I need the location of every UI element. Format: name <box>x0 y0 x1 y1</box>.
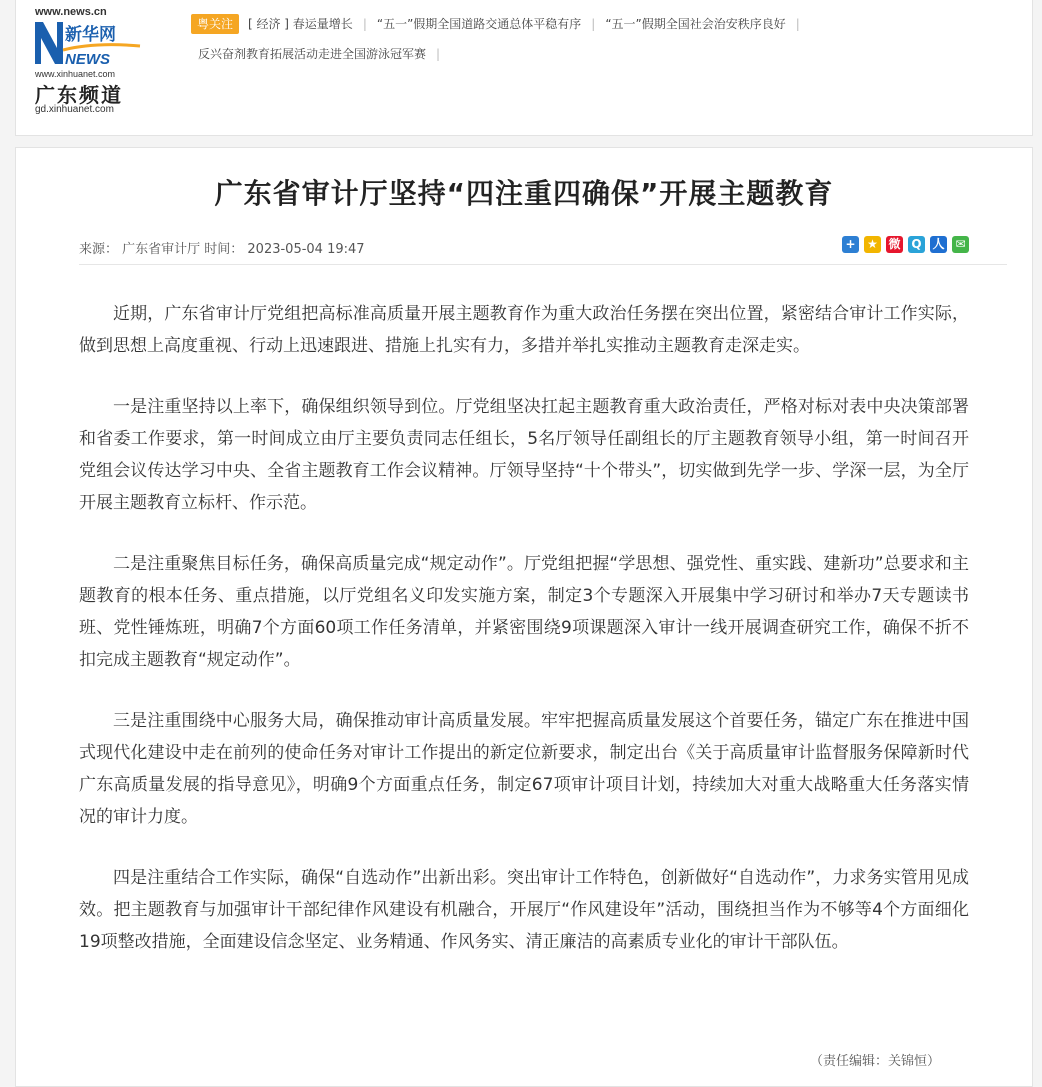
headline-link[interactable]: 反兴奋剂教育拓展活动走进全国游泳冠军赛 <box>198 47 427 61</box>
wechat-icon[interactable]: ✉ <box>952 236 969 253</box>
logo-url-secondary: www.xinhuanet.com <box>35 69 116 79</box>
site-header <box>15 0 1033 136</box>
article-container <box>15 147 1033 1087</box>
weibo-icon[interactable]: 微 <box>886 236 903 253</box>
logo-brand: 新华网 <box>65 25 116 45</box>
headline-row <box>198 44 1028 64</box>
separator: | <box>436 47 441 61</box>
responsible-editor: （责任编辑：关锦恒） <box>809 1054 940 1069</box>
article-paragraph: 一是注重坚持以上率下，确保组织领导到位。厅党组坚决扛起主题教育重大政治责任，严格对标对表中央决策部署和省委工作要求，第一时间成立由厅主要负责同志任组长，5名厅领导任副组长的厅主题教育领导小组，第一时间召开党组会议传达学习中央、全省主题教育工作会议精神。厅领导坚持“十个带头”，切实做到先学一步、学深一层，为全厅开展主题教育立标杆、作示范。 <box>79 397 969 513</box>
article-paragraph: 三是注重围绕中心服务大局，确保推动审计高质量发展。牢牢把握高质量发展这个首要任务，锚定广东在推进中国式现代化建设中走在前列的使命任务对审计工作提出的新定位新要求，制定出台《关于高质量审计监督服务保障新时代广东高质量发展的指导意见》，明确9个方面重点任务，制定67项审计项目计划，持续加大对重大战略重大任务落实情况的审计力度。 <box>79 711 969 827</box>
tqq-icon[interactable]: Q <box>908 236 925 253</box>
xinhua-logo-mark <box>35 20 145 68</box>
source-and-time: 来源： 广东省审计厅 时间： 2023-05-04 19:47 <box>79 242 365 257</box>
site-logo[interactable] <box>35 6 165 116</box>
logo-url: www.news.cn <box>35 6 107 18</box>
article-title: 广东省审计厅坚持“四注重四确保”开展主题教育 <box>214 177 834 210</box>
headline-link[interactable]: “五一”假期全国道路交通总体平稳有序 <box>376 17 582 31</box>
share-toolbar <box>842 236 969 253</box>
headline-row <box>248 14 1028 34</box>
plus-icon[interactable]: + <box>842 236 859 253</box>
article-paragraph: 四是注重结合工作实际，确保“自选动作”出新出彩。突出审计工作特色，创新做好“自选动作”，力求务实管用见成效。把主题教育与加强审计干部纪律作风建设有机融合，开展厅“作风建设年”活动，围绕担当作为不够等4个方面细化19项整改措施，全面建设信念坚定、业务精通、作风务实、清正廉洁的高素质专业化的审计干部队伍。 <box>79 868 969 952</box>
headline-link[interactable]: “五一”假期全国社会治安秩序良好 <box>605 17 786 31</box>
logo-news: NEWS <box>65 51 110 68</box>
separator: | <box>362 17 367 31</box>
separator: | <box>795 17 800 31</box>
article-body <box>79 298 969 987</box>
article-meta <box>79 238 1007 265</box>
follow-badge[interactable]: 粤关注 <box>191 14 239 34</box>
article-paragraph: 近期，广东省审计厅党组把高标准高质量开展主题教育作为重大政治任务摆在突出位置，紧密结合审计工作实际，做到思想上高度重视、行动上迅速跟进、措施上扎实有力，多措并举扎实推动主题教育走深走实。 <box>79 304 969 356</box>
renren-icon[interactable]: 人 <box>930 236 947 253</box>
qzone-icon[interactable]: ★ <box>864 236 881 253</box>
channel-name: 广东频道 <box>35 83 123 107</box>
article-paragraph: 二是注重聚焦目标任务，确保高质量完成“规定动作”。厅党组把握“学思想、强党性、重实践、建新功”总要求和主题教育的根本任务、重点措施，以厅党组名义印发实施方案，制定3个专题深入开展集中学习研讨和举办7天专题读书班、党性锤炼班，明确7个方面60项工作任务清单，并紧密围绕9项课题深入审计一线开展调查研究工作，确保不折不扣完成主题教育“规定动作”。 <box>79 554 969 670</box>
channel-domain: gd.xinhuanet.com <box>35 104 114 115</box>
headline-link[interactable]: [ 经济 ] 春运量增长 <box>248 17 353 31</box>
separator: | <box>591 17 596 31</box>
